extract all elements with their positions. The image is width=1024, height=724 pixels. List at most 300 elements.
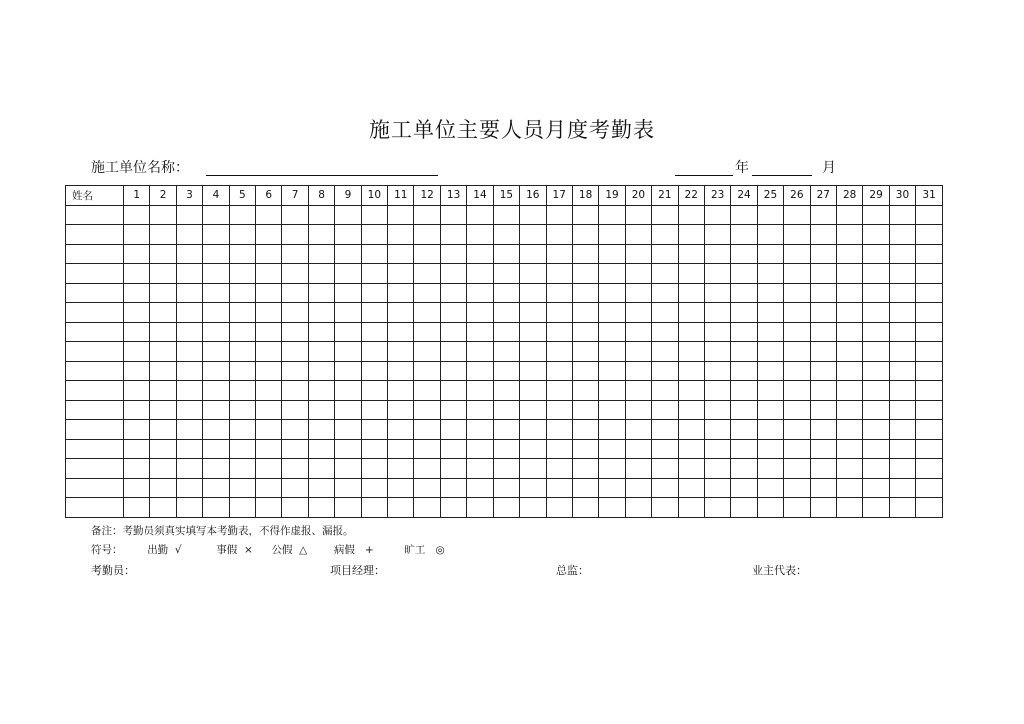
attendance-cell[interactable] [229, 322, 255, 342]
attendance-cell[interactable] [388, 264, 414, 284]
attendance-cell[interactable] [308, 264, 334, 284]
attendance-cell[interactable] [916, 420, 943, 440]
attendance-cell[interactable] [652, 459, 678, 479]
attendance-cell[interactable] [572, 478, 598, 498]
attendance-cell[interactable] [546, 205, 572, 225]
attendance-cell[interactable] [203, 225, 229, 245]
attendance-cell[interactable] [836, 342, 862, 362]
attendance-cell[interactable] [678, 381, 704, 401]
attendance-cell[interactable] [256, 400, 282, 420]
attendance-cell[interactable] [282, 264, 308, 284]
attendance-cell[interactable] [176, 400, 202, 420]
attendance-cell[interactable] [784, 361, 810, 381]
attendance-cell[interactable] [256, 244, 282, 264]
attendance-cell[interactable] [308, 205, 334, 225]
attendance-cell[interactable] [308, 342, 334, 362]
attendance-cell[interactable] [889, 342, 915, 362]
attendance-cell[interactable] [572, 439, 598, 459]
attendance-cell[interactable] [599, 205, 625, 225]
attendance-cell[interactable] [256, 361, 282, 381]
attendance-cell[interactable] [256, 264, 282, 284]
attendance-cell[interactable] [388, 322, 414, 342]
attendance-cell[interactable] [704, 342, 730, 362]
attendance-cell[interactable] [335, 244, 361, 264]
attendance-cell[interactable] [414, 225, 440, 245]
attendance-cell[interactable] [784, 322, 810, 342]
attendance-cell[interactable] [863, 400, 889, 420]
attendance-cell[interactable] [784, 439, 810, 459]
attendance-cell[interactable] [546, 420, 572, 440]
attendance-cell[interactable] [361, 264, 387, 284]
attendance-cell[interactable] [229, 478, 255, 498]
attendance-cell[interactable] [361, 400, 387, 420]
attendance-cell[interactable] [599, 225, 625, 245]
attendance-cell[interactable] [308, 244, 334, 264]
attendance-cell[interactable] [414, 498, 440, 518]
attendance-cell[interactable] [493, 361, 519, 381]
attendance-cell[interactable] [757, 244, 783, 264]
name-cell[interactable] [66, 303, 124, 323]
attendance-cell[interactable] [229, 381, 255, 401]
attendance-cell[interactable] [282, 478, 308, 498]
attendance-cell[interactable] [229, 361, 255, 381]
attendance-cell[interactable] [810, 303, 836, 323]
name-cell[interactable] [66, 322, 124, 342]
attendance-cell[interactable] [256, 322, 282, 342]
attendance-cell[interactable] [572, 498, 598, 518]
attendance-cell[interactable] [678, 264, 704, 284]
attendance-cell[interactable] [414, 381, 440, 401]
attendance-cell[interactable] [704, 283, 730, 303]
attendance-cell[interactable] [361, 205, 387, 225]
attendance-cell[interactable] [546, 478, 572, 498]
attendance-cell[interactable] [652, 400, 678, 420]
attendance-cell[interactable] [493, 225, 519, 245]
attendance-cell[interactable] [282, 400, 308, 420]
attendance-cell[interactable] [784, 225, 810, 245]
attendance-cell[interactable] [229, 498, 255, 518]
attendance-cell[interactable] [572, 205, 598, 225]
attendance-cell[interactable] [229, 205, 255, 225]
attendance-cell[interactable] [652, 225, 678, 245]
attendance-cell[interactable] [678, 303, 704, 323]
attendance-cell[interactable] [256, 498, 282, 518]
attendance-cell[interactable] [493, 303, 519, 323]
attendance-cell[interactable] [916, 400, 943, 420]
attendance-cell[interactable] [414, 244, 440, 264]
attendance-cell[interactable] [335, 459, 361, 479]
attendance-cell[interactable] [414, 283, 440, 303]
attendance-cell[interactable] [203, 381, 229, 401]
attendance-cell[interactable] [493, 205, 519, 225]
attendance-cell[interactable] [836, 420, 862, 440]
attendance-cell[interactable] [229, 303, 255, 323]
attendance-cell[interactable] [599, 400, 625, 420]
attendance-cell[interactable] [229, 264, 255, 284]
attendance-cell[interactable] [678, 498, 704, 518]
attendance-cell[interactable] [810, 342, 836, 362]
attendance-cell[interactable] [229, 342, 255, 362]
attendance-cell[interactable] [889, 205, 915, 225]
attendance-cell[interactable] [757, 498, 783, 518]
attendance-cell[interactable] [203, 459, 229, 479]
attendance-cell[interactable] [863, 205, 889, 225]
name-cell[interactable] [66, 264, 124, 284]
attendance-cell[interactable] [652, 381, 678, 401]
attendance-cell[interactable] [203, 420, 229, 440]
attendance-cell[interactable] [916, 205, 943, 225]
attendance-cell[interactable] [467, 205, 493, 225]
attendance-cell[interactable] [176, 498, 202, 518]
attendance-cell[interactable] [731, 342, 757, 362]
attendance-cell[interactable] [916, 498, 943, 518]
attendance-cell[interactable] [308, 322, 334, 342]
attendance-cell[interactable] [889, 498, 915, 518]
attendance-cell[interactable] [810, 283, 836, 303]
attendance-cell[interactable] [863, 342, 889, 362]
attendance-cell[interactable] [863, 225, 889, 245]
attendance-cell[interactable] [335, 225, 361, 245]
attendance-cell[interactable] [625, 303, 651, 323]
attendance-cell[interactable] [599, 381, 625, 401]
attendance-cell[interactable] [440, 244, 466, 264]
attendance-cell[interactable] [467, 303, 493, 323]
attendance-cell[interactable] [836, 225, 862, 245]
attendance-cell[interactable] [150, 381, 176, 401]
attendance-cell[interactable] [836, 498, 862, 518]
attendance-cell[interactable] [678, 342, 704, 362]
attendance-cell[interactable] [414, 264, 440, 284]
attendance-cell[interactable] [599, 303, 625, 323]
attendance-cell[interactable] [784, 498, 810, 518]
attendance-cell[interactable] [150, 420, 176, 440]
attendance-cell[interactable] [572, 225, 598, 245]
attendance-cell[interactable] [652, 322, 678, 342]
attendance-cell[interactable] [704, 420, 730, 440]
attendance-cell[interactable] [229, 439, 255, 459]
attendance-cell[interactable] [784, 205, 810, 225]
attendance-cell[interactable] [361, 342, 387, 362]
attendance-cell[interactable] [889, 420, 915, 440]
attendance-cell[interactable] [863, 264, 889, 284]
attendance-cell[interactable] [916, 381, 943, 401]
attendance-cell[interactable] [361, 439, 387, 459]
attendance-cell[interactable] [414, 361, 440, 381]
attendance-cell[interactable] [388, 420, 414, 440]
attendance-cell[interactable] [388, 342, 414, 362]
attendance-cell[interactable] [836, 478, 862, 498]
attendance-cell[interactable] [625, 225, 651, 245]
attendance-cell[interactable] [916, 459, 943, 479]
attendance-cell[interactable] [308, 381, 334, 401]
attendance-cell[interactable] [572, 361, 598, 381]
attendance-cell[interactable] [308, 225, 334, 245]
attendance-cell[interactable] [203, 322, 229, 342]
attendance-cell[interactable] [361, 283, 387, 303]
attendance-cell[interactable] [863, 420, 889, 440]
attendance-cell[interactable] [810, 322, 836, 342]
attendance-cell[interactable] [467, 342, 493, 362]
attendance-cell[interactable] [599, 264, 625, 284]
attendance-cell[interactable] [599, 283, 625, 303]
attendance-cell[interactable] [652, 439, 678, 459]
attendance-cell[interactable] [335, 478, 361, 498]
attendance-cell[interactable] [150, 361, 176, 381]
attendance-cell[interactable] [704, 361, 730, 381]
attendance-cell[interactable] [546, 322, 572, 342]
attendance-cell[interactable] [784, 400, 810, 420]
attendance-cell[interactable] [546, 225, 572, 245]
attendance-cell[interactable] [731, 459, 757, 479]
attendance-cell[interactable] [784, 303, 810, 323]
attendance-cell[interactable] [493, 381, 519, 401]
name-cell[interactable] [66, 400, 124, 420]
attendance-cell[interactable] [546, 400, 572, 420]
attendance-cell[interactable] [863, 322, 889, 342]
attendance-cell[interactable] [810, 439, 836, 459]
attendance-cell[interactable] [889, 303, 915, 323]
name-cell[interactable] [66, 225, 124, 245]
attendance-cell[interactable] [440, 264, 466, 284]
attendance-cell[interactable] [836, 400, 862, 420]
attendance-cell[interactable] [203, 264, 229, 284]
attendance-cell[interactable] [704, 400, 730, 420]
attendance-cell[interactable] [440, 381, 466, 401]
name-cell[interactable] [66, 420, 124, 440]
attendance-cell[interactable] [335, 400, 361, 420]
month-field[interactable] [752, 175, 812, 176]
attendance-cell[interactable] [757, 400, 783, 420]
attendance-cell[interactable] [784, 264, 810, 284]
attendance-cell[interactable] [282, 361, 308, 381]
attendance-cell[interactable] [335, 322, 361, 342]
attendance-cell[interactable] [150, 439, 176, 459]
attendance-cell[interactable] [836, 381, 862, 401]
attendance-cell[interactable] [124, 283, 150, 303]
attendance-cell[interactable] [704, 205, 730, 225]
attendance-cell[interactable] [625, 283, 651, 303]
attendance-cell[interactable] [836, 303, 862, 323]
attendance-cell[interactable] [731, 225, 757, 245]
attendance-cell[interactable] [361, 420, 387, 440]
attendance-cell[interactable] [440, 361, 466, 381]
attendance-cell[interactable] [731, 478, 757, 498]
attendance-cell[interactable] [440, 439, 466, 459]
attendance-cell[interactable] [176, 264, 202, 284]
attendance-cell[interactable] [572, 381, 598, 401]
name-cell[interactable] [66, 498, 124, 518]
attendance-cell[interactable] [810, 225, 836, 245]
attendance-cell[interactable] [176, 225, 202, 245]
name-cell[interactable] [66, 244, 124, 264]
attendance-cell[interactable] [520, 322, 546, 342]
attendance-cell[interactable] [520, 498, 546, 518]
attendance-cell[interactable] [388, 400, 414, 420]
name-cell[interactable] [66, 459, 124, 479]
attendance-cell[interactable] [203, 498, 229, 518]
attendance-cell[interactable] [335, 420, 361, 440]
attendance-cell[interactable] [414, 400, 440, 420]
attendance-cell[interactable] [282, 498, 308, 518]
attendance-cell[interactable] [731, 400, 757, 420]
attendance-cell[interactable] [361, 478, 387, 498]
attendance-cell[interactable] [757, 225, 783, 245]
attendance-cell[interactable] [124, 361, 150, 381]
attendance-cell[interactable] [282, 303, 308, 323]
attendance-cell[interactable] [757, 342, 783, 362]
attendance-cell[interactable] [704, 244, 730, 264]
name-cell[interactable] [66, 342, 124, 362]
attendance-cell[interactable] [124, 498, 150, 518]
attendance-cell[interactable] [388, 283, 414, 303]
attendance-cell[interactable] [493, 498, 519, 518]
attendance-cell[interactable] [520, 342, 546, 362]
name-cell[interactable] [66, 361, 124, 381]
attendance-cell[interactable] [467, 225, 493, 245]
attendance-cell[interactable] [863, 498, 889, 518]
attendance-cell[interactable] [493, 420, 519, 440]
attendance-cell[interactable] [520, 205, 546, 225]
attendance-cell[interactable] [388, 244, 414, 264]
attendance-cell[interactable] [150, 205, 176, 225]
attendance-cell[interactable] [335, 303, 361, 323]
attendance-cell[interactable] [124, 420, 150, 440]
attendance-cell[interactable] [704, 303, 730, 323]
attendance-cell[interactable] [863, 459, 889, 479]
attendance-cell[interactable] [520, 361, 546, 381]
attendance-cell[interactable] [704, 264, 730, 284]
attendance-cell[interactable] [282, 420, 308, 440]
attendance-cell[interactable] [388, 381, 414, 401]
attendance-cell[interactable] [150, 400, 176, 420]
attendance-cell[interactable] [863, 244, 889, 264]
attendance-cell[interactable] [467, 361, 493, 381]
attendance-cell[interactable] [625, 400, 651, 420]
attendance-cell[interactable] [731, 283, 757, 303]
attendance-cell[interactable] [625, 498, 651, 518]
attendance-cell[interactable] [836, 205, 862, 225]
attendance-cell[interactable] [678, 420, 704, 440]
attendance-cell[interactable] [493, 439, 519, 459]
attendance-cell[interactable] [176, 322, 202, 342]
attendance-cell[interactable] [440, 342, 466, 362]
name-cell[interactable] [66, 205, 124, 225]
attendance-cell[interactable] [678, 361, 704, 381]
attendance-cell[interactable] [889, 439, 915, 459]
attendance-cell[interactable] [493, 478, 519, 498]
attendance-cell[interactable] [625, 342, 651, 362]
attendance-cell[interactable] [599, 478, 625, 498]
attendance-cell[interactable] [599, 459, 625, 479]
attendance-cell[interactable] [889, 381, 915, 401]
attendance-cell[interactable] [282, 439, 308, 459]
attendance-cell[interactable] [836, 361, 862, 381]
attendance-cell[interactable] [361, 381, 387, 401]
attendance-cell[interactable] [572, 459, 598, 479]
attendance-cell[interactable] [203, 205, 229, 225]
attendance-cell[interactable] [520, 459, 546, 479]
attendance-cell[interactable] [836, 264, 862, 284]
attendance-cell[interactable] [256, 205, 282, 225]
attendance-cell[interactable] [414, 439, 440, 459]
attendance-cell[interactable] [784, 283, 810, 303]
attendance-cell[interactable] [335, 205, 361, 225]
attendance-cell[interactable] [889, 361, 915, 381]
attendance-cell[interactable] [203, 303, 229, 323]
attendance-cell[interactable] [150, 342, 176, 362]
attendance-cell[interactable] [176, 459, 202, 479]
attendance-cell[interactable] [863, 439, 889, 459]
attendance-cell[interactable] [836, 283, 862, 303]
attendance-cell[interactable] [335, 439, 361, 459]
attendance-cell[interactable] [916, 264, 943, 284]
attendance-cell[interactable] [414, 459, 440, 479]
attendance-cell[interactable] [757, 322, 783, 342]
attendance-cell[interactable] [308, 478, 334, 498]
attendance-cell[interactable] [784, 381, 810, 401]
attendance-cell[interactable] [256, 342, 282, 362]
attendance-cell[interactable] [546, 244, 572, 264]
attendance-cell[interactable] [520, 225, 546, 245]
attendance-cell[interactable] [388, 361, 414, 381]
attendance-cell[interactable] [520, 478, 546, 498]
attendance-cell[interactable] [599, 420, 625, 440]
attendance-cell[interactable] [810, 400, 836, 420]
attendance-cell[interactable] [176, 478, 202, 498]
attendance-cell[interactable] [176, 342, 202, 362]
attendance-cell[interactable] [308, 420, 334, 440]
attendance-cell[interactable] [599, 322, 625, 342]
attendance-cell[interactable] [810, 381, 836, 401]
attendance-cell[interactable] [810, 478, 836, 498]
attendance-cell[interactable] [520, 264, 546, 284]
attendance-cell[interactable] [150, 478, 176, 498]
attendance-cell[interactable] [546, 361, 572, 381]
attendance-cell[interactable] [625, 322, 651, 342]
attendance-cell[interactable] [572, 303, 598, 323]
attendance-cell[interactable] [520, 244, 546, 264]
attendance-cell[interactable] [889, 283, 915, 303]
attendance-cell[interactable] [124, 400, 150, 420]
attendance-cell[interactable] [652, 264, 678, 284]
attendance-cell[interactable] [308, 283, 334, 303]
attendance-cell[interactable] [229, 225, 255, 245]
attendance-cell[interactable] [414, 205, 440, 225]
attendance-cell[interactable] [863, 303, 889, 323]
attendance-cell[interactable] [652, 498, 678, 518]
attendance-cell[interactable] [440, 498, 466, 518]
attendance-cell[interactable] [440, 303, 466, 323]
attendance-cell[interactable] [757, 361, 783, 381]
attendance-cell[interactable] [889, 400, 915, 420]
attendance-cell[interactable] [704, 322, 730, 342]
attendance-cell[interactable] [256, 459, 282, 479]
attendance-cell[interactable] [229, 420, 255, 440]
attendance-cell[interactable] [810, 498, 836, 518]
attendance-cell[interactable] [889, 264, 915, 284]
attendance-cell[interactable] [335, 283, 361, 303]
attendance-cell[interactable] [757, 420, 783, 440]
attendance-cell[interactable] [493, 322, 519, 342]
attendance-cell[interactable] [704, 439, 730, 459]
attendance-cell[interactable] [704, 459, 730, 479]
attendance-cell[interactable] [678, 478, 704, 498]
attendance-cell[interactable] [599, 342, 625, 362]
attendance-cell[interactable] [916, 478, 943, 498]
attendance-cell[interactable] [467, 264, 493, 284]
attendance-cell[interactable] [625, 420, 651, 440]
attendance-cell[interactable] [520, 439, 546, 459]
